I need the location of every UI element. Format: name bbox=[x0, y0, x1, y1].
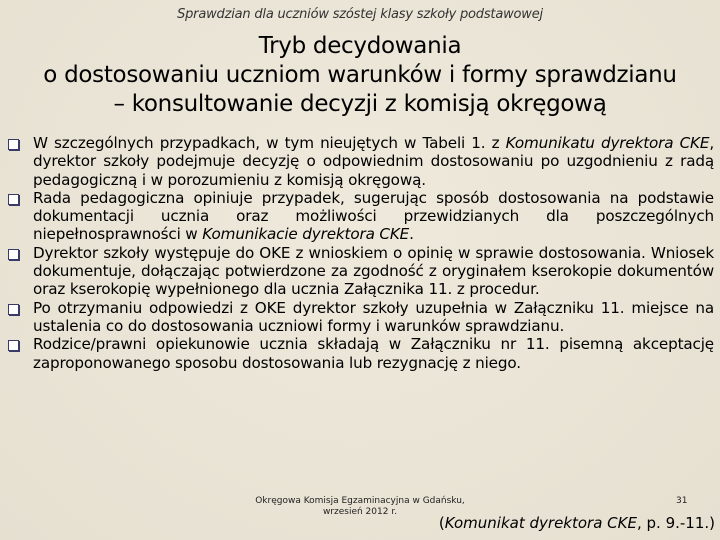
title-line-1: Tryb decydowania bbox=[258, 33, 462, 59]
title-line-3: – konsultowanie decyzji z komisją okręgową bbox=[113, 91, 607, 117]
slide-title bbox=[0, 32, 720, 119]
bullet-list bbox=[8, 134, 714, 372]
slide-header: Sprawdzian dla uczniów szóstej klasy szkoły podstawowej bbox=[177, 7, 543, 22]
footer-date: wrzesień 2012 r. bbox=[322, 507, 398, 517]
title-line-2: o dostosowaniu uczniom warunków i formy sprawdzianu bbox=[43, 62, 677, 88]
square-bullet-icon bbox=[8, 304, 19, 315]
bullet-item: Dyrektor szkoły występuje do OKE z wnioskiem o opinię w sprawie dostosowania. Wniosek dokumentuje, dołączając potwierdzone za zgodność z oryginałem kserokopie dokumentów oraz kserokopię wypełnionego dla ucznia Załącznika 11. z procedur. bbox=[8, 244, 714, 299]
square-bullet-icon bbox=[8, 139, 19, 150]
footer-institution-name: Okręgowa Komisja Egzaminacyjna w Gdańsku, bbox=[255, 496, 465, 506]
source-citation: (Komunikat dyrektora CKE, p. 9.-11.) bbox=[438, 514, 715, 532]
bullet-item: Rodzice/prawni opiekunowie ucznia składają w Załączniku nr 11. pisemną akceptację zaproponowanego sposobu dostosowania lub rezygnację z niego. bbox=[8, 335, 714, 372]
square-bullet-icon bbox=[8, 249, 19, 260]
square-bullet-icon bbox=[8, 194, 19, 205]
bullet-item: Po otrzymaniu odpowiedzi z OKE dyrektor szkoły uzupełnia w Załączniku 11. miejsce na ustalenia co do dostosowania uczniowi formy i warunków sprawdzianu. bbox=[8, 299, 714, 336]
page-number: 31 bbox=[676, 496, 688, 506]
square-bullet-icon bbox=[8, 340, 19, 351]
bullet-item: Rada pedagogiczna opiniuje przypadek, sugerując sposób dostosowania na podstawie dokumentacji ucznia oraz możliwości przewidzianych dla poszczególnych niepełnosprawności w Komunikacie dyrektora CKE. bbox=[8, 189, 714, 244]
bullet-item: W szczególnych przypadkach, w tym nieujętych w Tabeli 1. z Komunikatu dyrektora CKE, dyrektor szkoły podejmuje decyzję o odpowiednim dostosowaniu po uzgodnieniu z radą pedagogiczną i w porozumieniu z komisją okręgową. bbox=[8, 134, 714, 189]
